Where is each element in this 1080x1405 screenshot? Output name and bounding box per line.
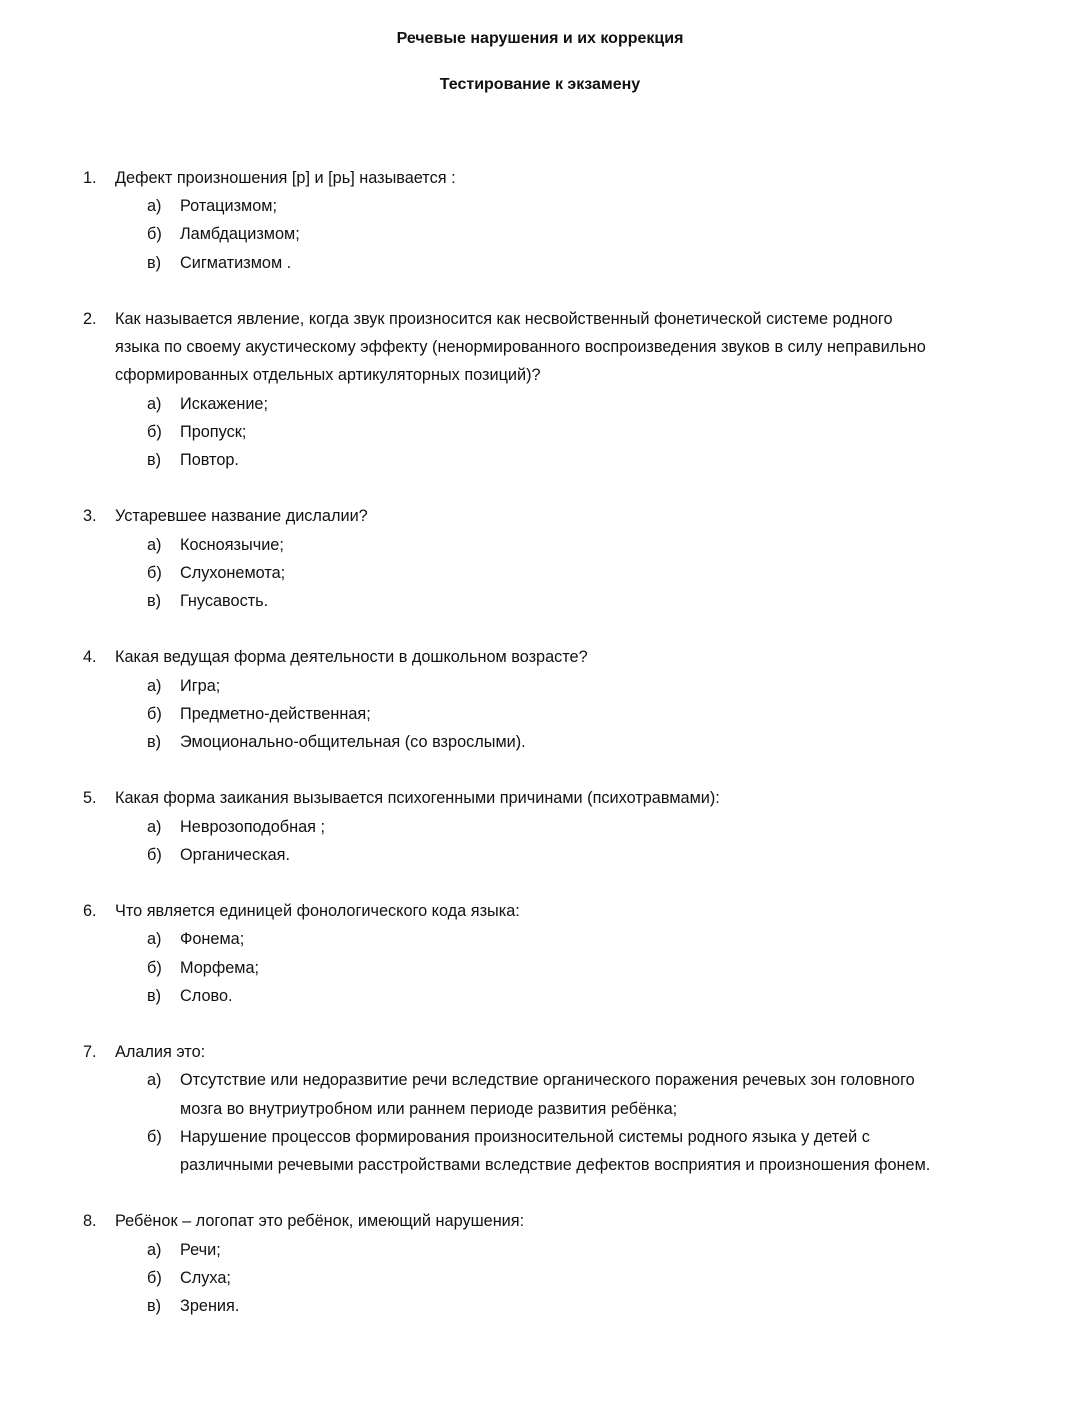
question-text-line: языка по своему акустическому эффекту (ненормированного воспроизведения звуков в силу неправильно xyxy=(115,338,926,357)
answer-option xyxy=(83,587,1063,615)
question-text-line: Как называется явление, когда звук произносится как несвойственный фонетической системе родного xyxy=(115,310,893,328)
option-letter: а) xyxy=(147,394,162,413)
option-text xyxy=(180,954,259,982)
question-text-line: сформированных отдельных артикуляторных позиций)? xyxy=(115,366,541,385)
option-text-line: Косноязычие; xyxy=(180,535,284,554)
answer-option xyxy=(83,700,1063,728)
option-text-line: Искажение; xyxy=(180,394,268,413)
option-text xyxy=(180,672,220,700)
option-text xyxy=(180,925,244,953)
option-letter: а) xyxy=(147,817,162,836)
option-letter: а) xyxy=(147,197,162,216)
question-number: 5. xyxy=(83,789,97,808)
question-number: 6. xyxy=(83,902,97,921)
question-item xyxy=(83,784,1063,869)
answer-option xyxy=(83,418,1063,446)
option-text xyxy=(180,1264,231,1292)
question-text-line: Какая ведущая форма деятельности в дошкольном возрасте? xyxy=(115,648,588,667)
question-text-line: Алалия это: xyxy=(115,1043,206,1062)
question-text xyxy=(115,643,588,671)
option-letter: а) xyxy=(147,1071,162,1090)
option-text xyxy=(180,813,325,841)
option-text xyxy=(180,390,268,418)
question-row xyxy=(83,784,1063,812)
question-item xyxy=(83,502,1063,615)
question-text-line: Какая форма заикания вызывается психогенными причинами (психотравмами): xyxy=(115,789,720,808)
answer-option xyxy=(83,531,1063,559)
question-text xyxy=(115,784,720,812)
option-text-line: Отсутствие или недоразвитие речи вследствие органического поражения речевых зон головного xyxy=(180,1071,915,1090)
option-text xyxy=(180,587,268,615)
option-text xyxy=(180,446,239,474)
option-letter: в) xyxy=(147,1297,162,1316)
option-letter: б) xyxy=(147,845,162,864)
question-row xyxy=(83,502,1063,530)
option-text-line: Слуха; xyxy=(180,1268,231,1287)
option-text xyxy=(180,192,277,220)
option-text-line: Слухонемота; xyxy=(180,563,286,582)
question-number: 7. xyxy=(83,1043,97,1062)
option-text-line: Фонема; xyxy=(180,930,245,949)
option-text xyxy=(180,982,233,1010)
option-letter: б) xyxy=(147,225,162,244)
answer-option xyxy=(83,728,1063,756)
option-text xyxy=(180,220,300,248)
answer-option xyxy=(83,192,1063,220)
question-row xyxy=(83,1038,1063,1066)
option-letter: в) xyxy=(147,733,162,752)
question-item xyxy=(83,164,1063,277)
question-item xyxy=(83,1207,1063,1320)
option-letter: а) xyxy=(147,1240,162,1259)
option-text xyxy=(180,531,284,559)
option-letter: б) xyxy=(147,958,162,977)
answer-option xyxy=(83,390,1063,418)
answer-option xyxy=(83,446,1063,474)
option-text xyxy=(180,418,246,446)
answer-option xyxy=(83,1066,1063,1122)
option-letter: б) xyxy=(147,563,162,582)
option-text xyxy=(180,1236,221,1264)
question-number: 1. xyxy=(83,169,97,187)
answer-option xyxy=(83,925,1063,953)
option-text xyxy=(180,728,526,756)
question-row xyxy=(83,897,1063,925)
option-text-line: Зрения. xyxy=(180,1297,240,1316)
option-text-line: Неврозоподобная ; xyxy=(180,817,326,836)
option-text-line: Гнусавость. xyxy=(180,592,269,611)
option-text-line: Предметно-действенная; xyxy=(180,704,371,723)
question-row xyxy=(83,1207,1063,1235)
question-text xyxy=(115,305,926,390)
option-letter: б) xyxy=(147,1127,162,1146)
option-text-line: Нарушение процессов формирования произносительной системы родного языка у детей с xyxy=(180,1127,870,1146)
question-list xyxy=(83,164,1063,1348)
question-item xyxy=(83,305,1063,474)
option-text-line: Пропуск; xyxy=(180,422,247,441)
option-text-line: Слово. xyxy=(180,986,233,1005)
option-letter: в) xyxy=(147,253,162,272)
answer-option xyxy=(83,813,1063,841)
answer-option xyxy=(83,220,1063,248)
question-text-line: Что является единицей фонологического кода языка: xyxy=(115,902,520,921)
answer-option xyxy=(83,249,1063,277)
option-letter: б) xyxy=(147,422,162,441)
answer-option xyxy=(83,1292,1063,1320)
option-letter: а) xyxy=(147,930,162,949)
question-text-line: Ребёнок – логопат это ребёнок, имеющий нарушения: xyxy=(115,1212,525,1231)
option-letter: а) xyxy=(147,535,162,554)
option-text-line: Морфема; xyxy=(180,958,260,977)
question-text-line: Дефект произношения [р] и [рь] называется : xyxy=(115,169,456,187)
option-text-line: Речи; xyxy=(180,1240,221,1259)
question-item xyxy=(83,897,1063,1010)
document-subtitle: Тестирование к экзамену xyxy=(439,76,641,93)
option-text xyxy=(180,1066,915,1122)
option-text xyxy=(180,1123,930,1179)
answer-option xyxy=(83,559,1063,587)
answer-option xyxy=(83,1123,1063,1179)
option-text-line: Ламбдацизмом; xyxy=(180,225,300,244)
option-text-line: различными речевыми расстройствами вследствие дефектов восприятия и произношения фонем. xyxy=(180,1156,931,1175)
option-text-line: Сигматизмом . xyxy=(180,253,292,272)
option-text-line: Эмоционально-общительная (со взрослыми). xyxy=(180,733,526,752)
option-letter: б) xyxy=(147,704,162,723)
question-row xyxy=(83,305,1063,390)
question-text xyxy=(115,897,520,925)
question-row xyxy=(83,643,1063,671)
option-text-line: Повтор. xyxy=(180,451,239,470)
answer-option xyxy=(83,1236,1063,1264)
option-letter: в) xyxy=(147,592,162,611)
question-number: 8. xyxy=(83,1212,97,1231)
question-text xyxy=(115,1207,524,1235)
option-letter: б) xyxy=(147,1268,162,1287)
answer-option xyxy=(83,954,1063,982)
option-letter: в) xyxy=(147,451,162,470)
document-title: Речевые нарушения и их коррекция xyxy=(396,30,684,47)
option-text-line: Органическая. xyxy=(180,845,290,864)
question-text-line: Устаревшее название дислалии? xyxy=(115,507,368,526)
question-number: 4. xyxy=(83,648,97,667)
answer-option xyxy=(83,841,1063,869)
question-text xyxy=(115,1038,205,1066)
question-item xyxy=(83,643,1063,756)
option-text xyxy=(180,1292,239,1320)
option-text xyxy=(180,249,291,277)
question-row xyxy=(83,164,1063,192)
option-letter: в) xyxy=(147,986,162,1005)
option-text-line: мозга во внутриутробном или раннем периоде развития ребёнка; xyxy=(180,1099,678,1118)
answer-option xyxy=(83,982,1063,1010)
answer-option xyxy=(83,1264,1063,1292)
question-text xyxy=(115,164,456,192)
option-text xyxy=(180,700,371,728)
answer-option xyxy=(83,672,1063,700)
option-text xyxy=(180,559,285,587)
question-text xyxy=(115,502,368,530)
question-number: 3. xyxy=(83,507,97,526)
option-text-line: Игра; xyxy=(180,676,221,695)
option-text xyxy=(180,841,290,869)
question-number: 2. xyxy=(83,310,97,328)
option-letter: а) xyxy=(147,676,162,695)
question-item xyxy=(83,1038,1063,1179)
option-text-line: Ротацизмом; xyxy=(180,197,278,216)
